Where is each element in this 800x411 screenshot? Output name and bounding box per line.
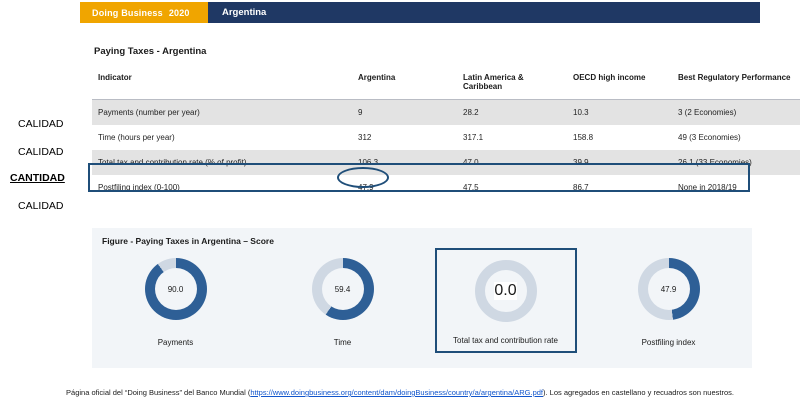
cell-argentina: 312 — [352, 125, 457, 150]
table-row — [92, 175, 800, 200]
table-row — [92, 125, 800, 150]
donut-chart-total-tax-rate — [475, 260, 537, 322]
donut-chart-time — [312, 258, 374, 320]
table-header-row — [92, 67, 800, 100]
annotation-cantidad: CANTIDAD — [10, 172, 65, 184]
annotation-calidad-3: CALIDAD — [18, 200, 64, 212]
header-brand — [80, 2, 208, 23]
cell-lac: 28.2 — [457, 100, 567, 126]
column-header-lac: Latin America & Caribbean — [457, 67, 567, 100]
cell-indicator: Postfiling index (0-100) — [92, 175, 352, 200]
donut-value-postfiling-index: 47.9 — [648, 268, 690, 310]
donut-label-time: Time — [333, 338, 352, 347]
donut-label-total-tax-rate: Total tax and contribution rate — [453, 336, 558, 345]
cell-lac: 47.5 — [457, 175, 567, 200]
cell-oecd: 158.8 — [567, 125, 672, 150]
cell-oecd: 86.7 — [567, 175, 672, 200]
donut-row — [92, 258, 752, 353]
figure-section — [92, 228, 752, 368]
column-header-indicator: Indicator — [92, 67, 352, 100]
header-brand-label: Doing Business — [92, 7, 163, 18]
footer-text-after: ). Los agregados en castellano y recuadros son nuestros. — [543, 388, 734, 397]
donut-chart-postfiling-index — [638, 258, 700, 320]
cell-argentina: 47.9 — [352, 175, 457, 200]
column-header-argentina: Argentina — [352, 67, 457, 100]
cell-indicator: Payments (number per year) — [92, 100, 352, 126]
cell-best: 49 (3 Economies) — [672, 125, 800, 150]
header-country: Argentina — [208, 2, 760, 23]
report-header — [80, 2, 760, 23]
cell-best: 3 (2 Economies) — [672, 100, 800, 126]
table-row — [92, 100, 800, 126]
donut-label-postfiling-index: Postfiling index — [641, 338, 696, 347]
cell-best: 26.1 (33 Economies) — [672, 150, 800, 175]
donut-chart-payments — [145, 258, 207, 320]
cell-lac: 317.1 — [457, 125, 567, 150]
donut-cell-postfiling-index — [594, 258, 744, 347]
cell-indicator: Time (hours per year) — [92, 125, 352, 150]
page-title: Paying Taxes - Argentina — [94, 46, 207, 57]
donut-cell-total-tax-rate — [435, 248, 577, 353]
column-header-best: Best Regulatory Performance — [672, 67, 800, 100]
donut-value-time: 59.4 — [322, 268, 364, 310]
cell-best: None in 2018/19 — [672, 175, 800, 200]
donut-label-payments: Payments — [157, 338, 194, 347]
cell-argentina: 9 — [352, 100, 457, 126]
donut-cell-time — [268, 258, 418, 347]
annotation-calidad-1: CALIDAD — [18, 118, 64, 130]
donut-value-total-tax-rate: 0.0 — [494, 282, 517, 299]
paying-taxes-panel — [80, 32, 791, 200]
footer-link[interactable]: https://www.doingbusiness.org/content/dam/doingBusiness/country/a/argentina/ARG.pdf — [250, 388, 543, 397]
donut-cell-payments — [101, 258, 251, 347]
cell-indicator: Total tax and contribution rate (% of profit) — [92, 150, 352, 175]
table-row-highlighted — [92, 150, 800, 175]
cell-oecd: 39.9 — [567, 150, 672, 175]
footer-text-before: Página oficial del “Doing Business” del Banco Mundial ( — [66, 388, 251, 397]
header-year: 2020 — [168, 7, 190, 18]
cell-argentina: 106.3 — [352, 150, 457, 175]
annotation-calidad-2: CALIDAD — [18, 146, 64, 158]
paying-taxes-table — [92, 67, 800, 200]
footer-note — [0, 388, 800, 397]
column-header-oecd: OECD high income — [567, 67, 672, 100]
donut-value-payments: 90.0 — [155, 268, 197, 310]
cell-oecd: 10.3 — [567, 100, 672, 126]
cell-lac: 47.0 — [457, 150, 567, 175]
figure-title: Figure - Paying Taxes in Argentina – Score — [102, 236, 274, 246]
